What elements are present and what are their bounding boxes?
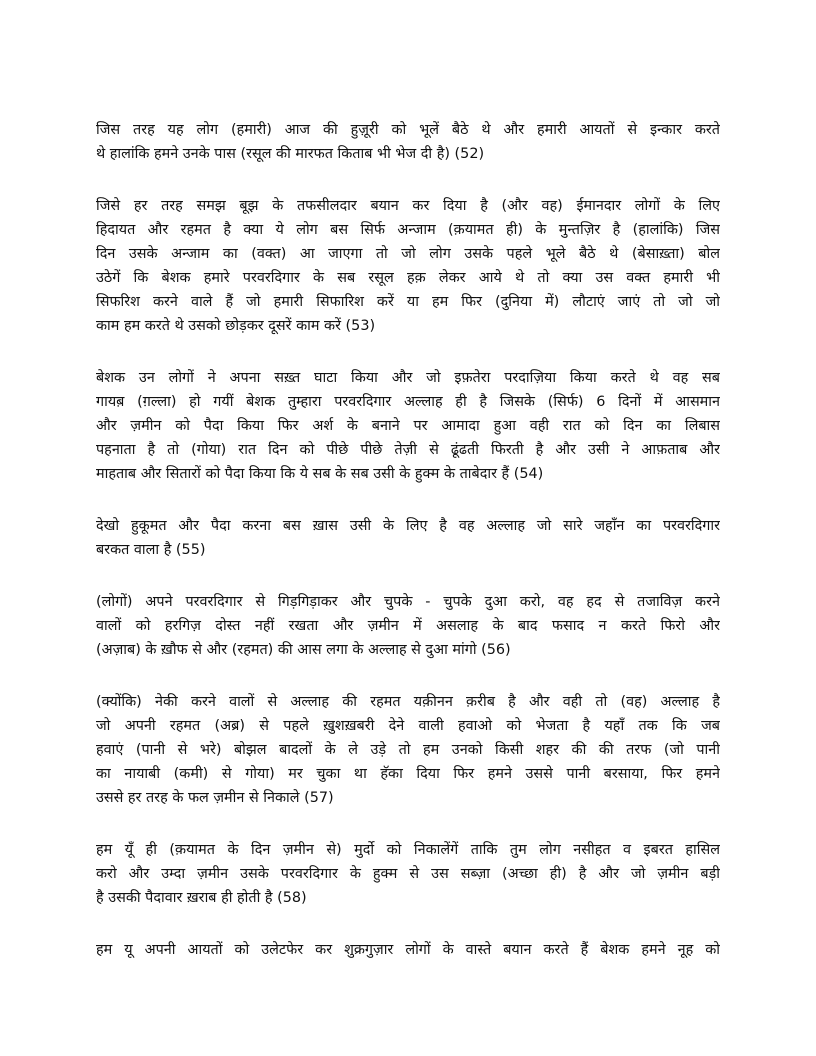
text-line: करो और उम्दा ज़मीन उसके परवरदिगार के हुक्म से उस सब्ज़ा (अच्छा ही) है और जो ज़मीन बड़ी [96, 866, 720, 882]
text-line: देखो हुकूमत और पैदा करना बस ख़ास उसी के लिए है वह अल्लाह जो सारे जहाँन का परवरदिगार [96, 518, 720, 534]
text-line: काम हम करते थे उसको छोड़कर दूसरें काम करें (53) [96, 318, 376, 334]
text-line: गायब़ (ग़ल्ला) हो गयीं बेशक तुम्हारा परवरदिगार अल्लाह ही है जिसके (सिर्फ) 6 दिनों में आसमान [96, 394, 720, 410]
text-line: हवाएं (पानी से भरे) बोझल बादलों के ले उड़े तो हम उनको किसी शहर की की तरफ (जो पानी [96, 742, 720, 758]
document-page [96, 118, 720, 990]
text-line: बेशक उन लोगों ने अपना सख़्त घाटा किया और जो इफ़तेरा परदाज़िया किया करते थे वह सब [96, 370, 720, 386]
text-line: और ज़मीन को पैदा किया फिर अर्श के बनाने पर आमादा हुआ वही रात को दिन का लिबास [96, 418, 720, 434]
text-line: बरकत वाला है (55) [96, 542, 206, 558]
text-line: पहनाता है तो (गोया) रात दिन को पीछे पीछे तेज़ी से ढूंढती फिरती है और उसी ने आफ़ताब और [96, 442, 720, 458]
text-line: माहताब और सितारों को पैदा किया कि ये सब के सब उसी के हुक्म के ताबेदार हैं (54) [96, 466, 544, 482]
text-line: हम यूँ ही (क़यामत के दिन ज़मीन से) मुर्दो को निकालेंगें ताकि तुम लोग नसीहत व इबरत हासिल [96, 842, 720, 858]
text-line: है उसकी पैदावार ख़राब ही होती है (58) [96, 890, 307, 906]
text-line: उठेगें कि बेशक हमारे परवरदिगार के सब रसूल हक़ लेकर आये थे तो क्या उस वक्त हमारी भी [96, 270, 720, 286]
text-line: वालों को हरगिज़ दोस्त नहीं रखता और ज़मीन में असलाह के बाद फसाद न करते फिरो और [96, 618, 720, 634]
paragraph-56 [96, 590, 720, 662]
paragraph-54 [96, 366, 720, 486]
text-line: का नायाबी (कमी) से गोया) मर चुका था हॅका दिया फिर हमने उससे पानी बरसाया, फिर हमने [96, 766, 720, 782]
text-line: उससे हर तरह के फल ज़मीन से निकाले (57) [96, 790, 334, 806]
paragraph-55 [96, 514, 720, 562]
text-line: (अज़ाब) के ख़ौफ से और (रहमत) की आस लगा के अल्लाह से दुआ मांगो (56) [96, 642, 511, 658]
text-line: (क्योंकि) नेकी करने वालों से अल्लाह की रहमत यक़ीनन क़रीब है और वही तो (वह) अल्लाह है [96, 694, 720, 710]
paragraph-59-start [96, 938, 720, 962]
paragraph-53 [96, 194, 720, 338]
paragraph-57 [96, 690, 720, 810]
paragraph-58 [96, 838, 720, 910]
text-line: हिदायत और रहमत है क्या ये लोग बस सिर्फ अन्जाम (क़यामत ही) के मुन्तज़िर है (हालांकि) जिस [96, 222, 720, 238]
text-line: जो अपनी रहमत (अब्र) से पहले ख़ुशख़बरी देने वाली हवाओ को भेजता है यहाँ तक कि जब [96, 718, 720, 734]
text-line: सिफरिश करने वाले हैं जो हमारी सिफारिश करें या हम फिर (दुनिया में) लौटाएं जाएं तो जो जो [96, 294, 720, 310]
text-line: हम यू अपनी आयतों को उलेटफेर कर शुक्रगुज़ार लोगों के वास्ते बयान करते हैं बेशक हमने नूह को [96, 942, 720, 958]
text-line: थे हालांकि हमने उनके पास (रसूल की मारफत किताब भी भेज दी है) (52) [96, 146, 485, 162]
paragraph-52 [96, 118, 720, 166]
text-line: दिन उसके अन्जाम का (वक्त) आ जाएगा तो जो लोग उसके पहले भूले बैठे थे (बेसाख़्ता) बोल [96, 246, 720, 262]
text-line: जिस तरह यह लोग (हमारी) आज की हुज़ूरी को भूलें बैठे थे और हमारी आयतों से इन्कार करते [96, 122, 720, 138]
text-line: जिसे हर तरह समझ बूझ के तफसीलदार बयान कर दिया है (और वह) ईमानदार लोगों के लिए [96, 198, 720, 214]
text-line: (लोगों) अपने परवरदिगार से गिड़गिड़ाकर और चुपके - चुपके दुआ करो, वह हद से तजाविज़ करने [96, 594, 720, 610]
